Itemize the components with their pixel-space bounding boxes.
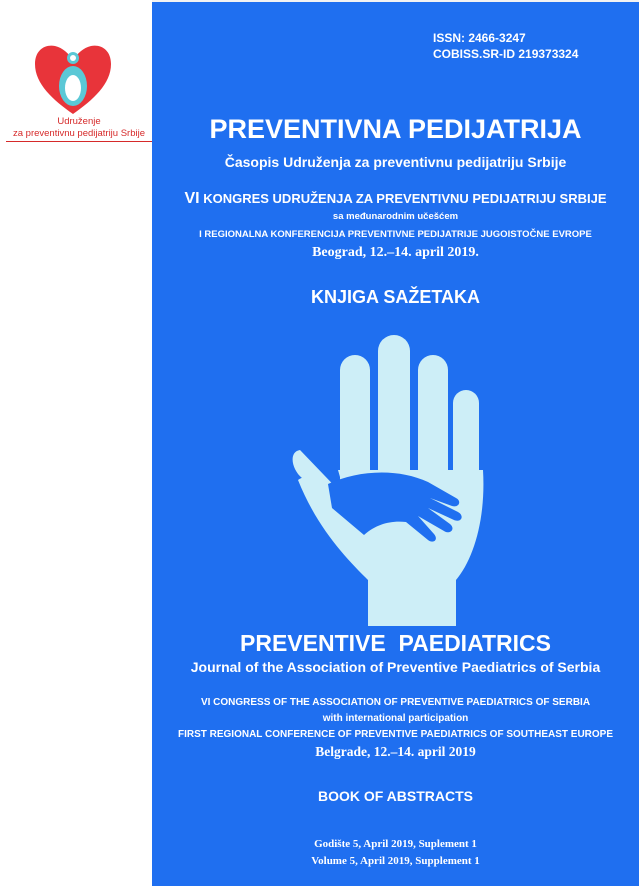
volume-english: Volume 5, April 2019, Supplement 1	[311, 855, 480, 867]
figure-head-inner	[70, 55, 76, 61]
journal-subtitle-english: Journal of the Association of Preventive Paediatrics of Serbia	[190, 659, 601, 675]
journal-subtitle-serbian: Časopis Udruženja za preventivnu pedijatriju Srbije	[224, 154, 567, 170]
cobiss-id: COBISS.SR-ID 219373324	[433, 47, 579, 61]
congress-number: VI	[184, 190, 200, 207]
conference-english: FIRST REGIONAL CONFERENCE OF PREVENTIVE PAEDIATRICS OF SOUTHEAST EUROPE	[177, 729, 614, 740]
date-serbian: Beograd, 12.–14. april 2019.	[312, 245, 479, 260]
congress-title-english: VI CONGRESS OF THE ASSOCIATION OF PREVENTIVE PAEDIATRICS OF SERBIA	[200, 697, 591, 708]
volume-serbian: Godište 5, April 2019, Suplement 1	[314, 838, 477, 850]
date-english: Belgrade, 12.–14. april 2019	[315, 744, 476, 759]
book-title-serbian: KNJIGA SAŽETAKA	[310, 287, 480, 307]
issn-number: ISSN: 2466-3247	[433, 31, 526, 45]
congress-name: KONGRES UDRUŽENJA ZA PREVENTIVNU PEDIJATRIJU SRBIJE	[199, 191, 607, 206]
journal-title-serbian: PREVENTIVNA PEDIJATRIJA	[209, 114, 582, 144]
participation-english: with international participation	[322, 713, 469, 724]
conference-serbian: I REGIONALNA KONFERENCIJA PREVENTIVNE PEDIJATRIJE JUGOISTOČNE EVROPE	[199, 229, 592, 240]
journal-title-english: PREVENTIVE PAEDIATRICS	[240, 630, 551, 656]
hands-illustration	[288, 330, 498, 628]
issn-block	[433, 30, 578, 62]
left-margin-panel	[0, 0, 152, 886]
figure-core	[65, 75, 81, 101]
logo-caption-line2: za preventivnu pedijatriju Srbije	[6, 128, 152, 142]
association-logo	[33, 38, 113, 116]
book-title-english: BOOK OF ABSTRACTS	[317, 788, 474, 804]
participation-serbian: sa međunarodnim učešćem	[332, 211, 459, 222]
logo-caption-line1: Udruženje	[57, 116, 101, 127]
congress-title-serbian	[152, 190, 639, 208]
logo-caption	[6, 116, 152, 142]
